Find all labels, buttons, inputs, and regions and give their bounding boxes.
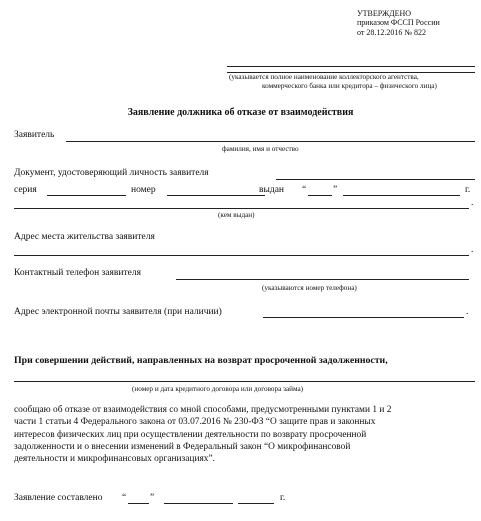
footer-quote-open: “ [122, 493, 127, 503]
applicant-name-field[interactable] [66, 141, 475, 142]
footer-quote-close: ” [150, 493, 155, 503]
statement-line: интересов физических лиц при осуществлении деятельности по возврату просроченной [14, 429, 367, 440]
approval-date: от 28.12.2016 № 822 [357, 28, 427, 37]
statement-line: части 1 статьи 4 Федерального закона от 03.07.2016 № 230-ФЗ “О защите прав и законных [14, 417, 376, 428]
email-label: Адрес электронной почты заявителя (при наличии) [14, 307, 222, 317]
issued-by-hint: (кем выдан) [218, 211, 255, 219]
issued-year-suffix: г. [465, 185, 471, 195]
issued-month-year-field[interactable] [343, 195, 460, 196]
footer-year-field[interactable] [238, 503, 274, 504]
series-field[interactable] [47, 195, 126, 196]
actions-heading: При совершении действий, направленных на возврат просроченной задолженности, [14, 355, 388, 366]
statement-line: деятельности и микрофинансовых организациях”. [14, 454, 215, 465]
applicant-hint: фамилия, имя и отчество [222, 145, 299, 153]
statement-line: сообщаю об отказе от взаимодействия со мной способами, предусмотренными пунктами 1 и 2 [14, 405, 392, 415]
recipient-hint-1: (указывается полное наименование коллекторского агентства, [229, 73, 419, 81]
contract-field[interactable] [14, 381, 475, 382]
approval-order: приказом ФССП России [357, 18, 440, 27]
issued-by-field[interactable] [14, 208, 469, 209]
address-field[interactable] [14, 255, 469, 256]
contract-hint: (номер и дата кредитного договора или договора займа) [132, 385, 304, 393]
statement-paragraph [14, 404, 476, 465]
recipient-field-line[interactable] [227, 66, 475, 67]
phone-label: Контактный телефон заявителя [14, 268, 141, 278]
issued-quote-open: “ [302, 185, 307, 195]
phone-field[interactable] [176, 279, 469, 280]
recipient-hint-2: коммерческого банка или кредитора – физического лица) [262, 82, 437, 90]
applicant-label: Заявитель [14, 130, 55, 140]
footer-label: Заявление составлено [14, 493, 103, 503]
issued-quote-close: ” [333, 185, 338, 195]
phone-hint: (указываются номер телефона) [262, 284, 357, 292]
id-document-type-field[interactable] [276, 179, 475, 180]
email-dot: . [466, 307, 469, 317]
footer-month-field[interactable] [164, 503, 233, 504]
footer-day-field[interactable] [128, 503, 149, 504]
number-field[interactable] [167, 195, 265, 196]
id-document-label: Документ, удостоверяющий личность заявителя [14, 168, 209, 178]
footer-year-suffix: г. [280, 493, 286, 503]
document-title: Заявление должника об отказе от взаимодействия [127, 107, 354, 118]
address-label: Адрес места жительства заявителя [14, 232, 155, 242]
series-label: серия [14, 185, 37, 195]
statement-line: задолженности и о внесении изменений в Федеральный закон “О микрофинансовой [14, 441, 351, 452]
issued-by-dot: . [471, 198, 474, 208]
address-dot: . [471, 245, 474, 255]
number-label: номер [131, 185, 156, 195]
issued-label: выдан [259, 185, 285, 195]
issued-day-field[interactable] [308, 195, 332, 196]
email-field[interactable] [263, 317, 464, 318]
approval-title: УТВЕРЖДЕНО [357, 9, 412, 18]
